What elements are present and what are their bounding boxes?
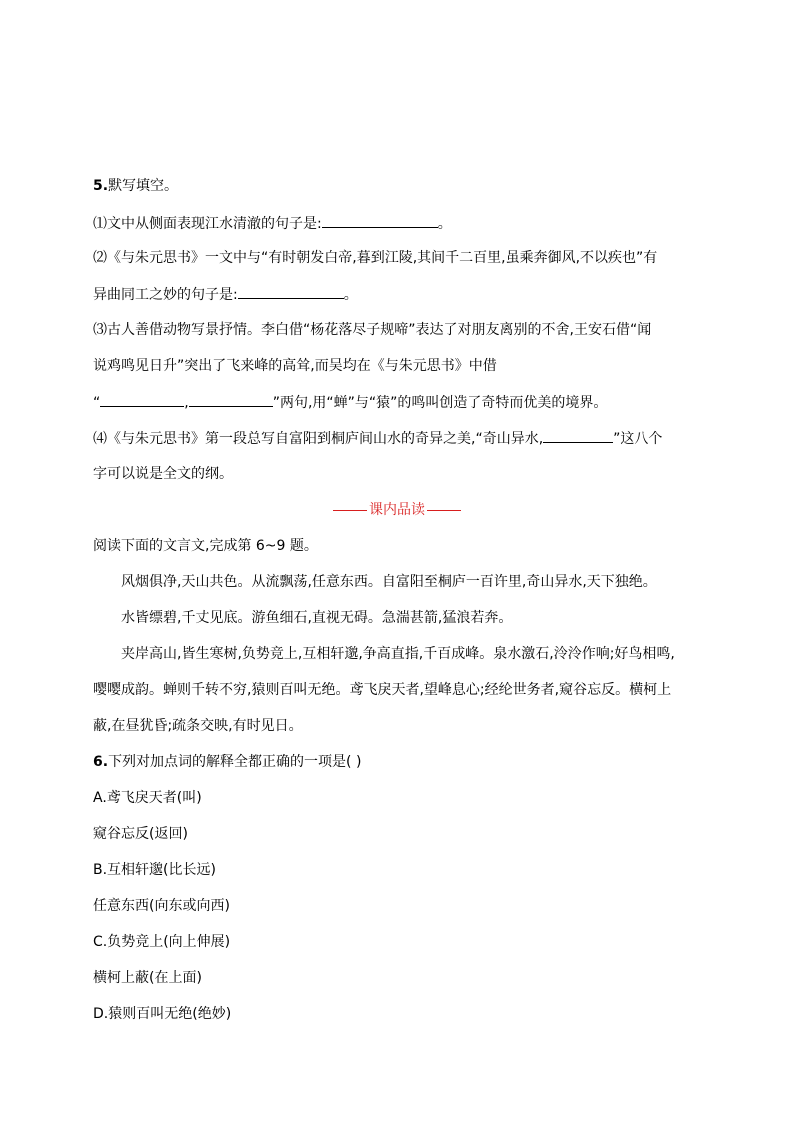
passage-paragraph-3-line2: 嘤嘤成韵。蝉则千转不穷,猿则百叫无绝。鸢飞戾天者,望峰息心;经纶世务者,窥谷忘反。横柯上 xyxy=(93,682,672,698)
section-rule-right xyxy=(427,510,461,511)
answer-blank-4[interactable] xyxy=(189,392,273,407)
q5-number: 5. xyxy=(93,178,109,194)
q5-item-2-line1: ⑵《与朱元思书》一文中与“有时朝发白帝,暮到江陵,其间千二百里,虽乘奔御风,不以疾也”有 xyxy=(93,250,658,266)
section-heading xyxy=(0,500,794,520)
passage-paragraph-3-line1: 夹岸高山,皆生寒树,负势竞上,互相轩邈,争高直指,千百成峰。泉水激石,泠泠作响;好鸟相鸣, xyxy=(121,646,675,662)
option-d-line1[interactable]: D.猿则百叫无绝(绝妙) xyxy=(93,1006,232,1022)
q5-item-3-tail: ”两句,用“蝉”与“猿”的鸣叫创造了奇特而优美的境界。 xyxy=(272,395,608,411)
q5-item-1-text: ⑴文中从侧面表现江水清澈的句子是: xyxy=(93,216,322,232)
q5-item-3-line1: ⑶古人善借动物写景抒情。李白借“杨花落尽子规啼”表达了对朋友离别的不舍,王安石借“闻 xyxy=(93,322,652,338)
q5-item-2-end: 。 xyxy=(343,287,358,303)
reading-intro: 阅读下面的文言文,完成第 6~9 题。 xyxy=(93,538,318,554)
q5-item-3-line3 xyxy=(93,392,607,413)
q5-item-1 xyxy=(93,213,452,234)
q5-item-3-line2: 说鸡鸣见日升”突出了飞来峰的高耸,而吴均在《与朱元思书》中借 xyxy=(93,358,497,374)
q5-heading xyxy=(93,176,178,196)
section-rule-left xyxy=(333,510,367,511)
q6-stem: 下列对加点词的解释全都正确的一项是( ) xyxy=(108,754,362,770)
q5-item-4-line2: 字可以说是全文的纲。 xyxy=(93,466,233,482)
q5-title: 默写填空。 xyxy=(108,178,179,194)
option-c-line1[interactable]: C.负势竞上(向上伸展) xyxy=(93,934,231,950)
option-a-line1[interactable]: A.鸢飞戾天者(叫) xyxy=(93,790,202,806)
option-b-line1[interactable]: B.互相轩邈(比长远) xyxy=(93,862,216,878)
q5-item-2-line2 xyxy=(93,284,358,305)
q5-item-2-text: 异曲同工之妙的句子是: xyxy=(93,287,238,303)
option-a-line2: 窥谷忘反(返回) xyxy=(93,826,188,842)
section-title: 课内品读 xyxy=(369,502,425,518)
q6-number: 6. xyxy=(93,754,109,770)
answer-blank-5[interactable] xyxy=(543,428,613,443)
answer-blank-3[interactable] xyxy=(100,392,184,407)
q5-item-1-end: 。 xyxy=(437,216,452,232)
open-quote: “ xyxy=(93,395,101,411)
option-b-line2: 任意东西(向东或向西) xyxy=(93,898,230,914)
answer-blank-1[interactable] xyxy=(322,213,438,228)
q5-item-4-line1 xyxy=(93,428,662,449)
q6-heading xyxy=(93,752,361,772)
option-c-line2: 横柯上蔽(在上面) xyxy=(93,970,202,986)
q5-item-4-text: ⑷《与朱元思书》第一段总写自富阳到桐庐间山水的奇异之美,“奇山异水, xyxy=(93,431,544,447)
passage-paragraph-3-line3: 蔽,在昼犹昏;疏条交映,有时见日。 xyxy=(93,718,303,734)
comma: , xyxy=(184,395,189,411)
q5-item-4-end: ”这八个 xyxy=(613,431,663,447)
answer-blank-2[interactable] xyxy=(238,284,344,299)
passage-paragraph-1: 风烟俱净,天山共色。从流飘荡,任意东西。自富阳至桐庐一百许里,奇山异水,天下独绝。 xyxy=(121,574,657,590)
passage-paragraph-2: 水皆缥碧,千丈见底。游鱼细石,直视无碍。急湍甚箭,猛浪若奔。 xyxy=(121,610,513,626)
